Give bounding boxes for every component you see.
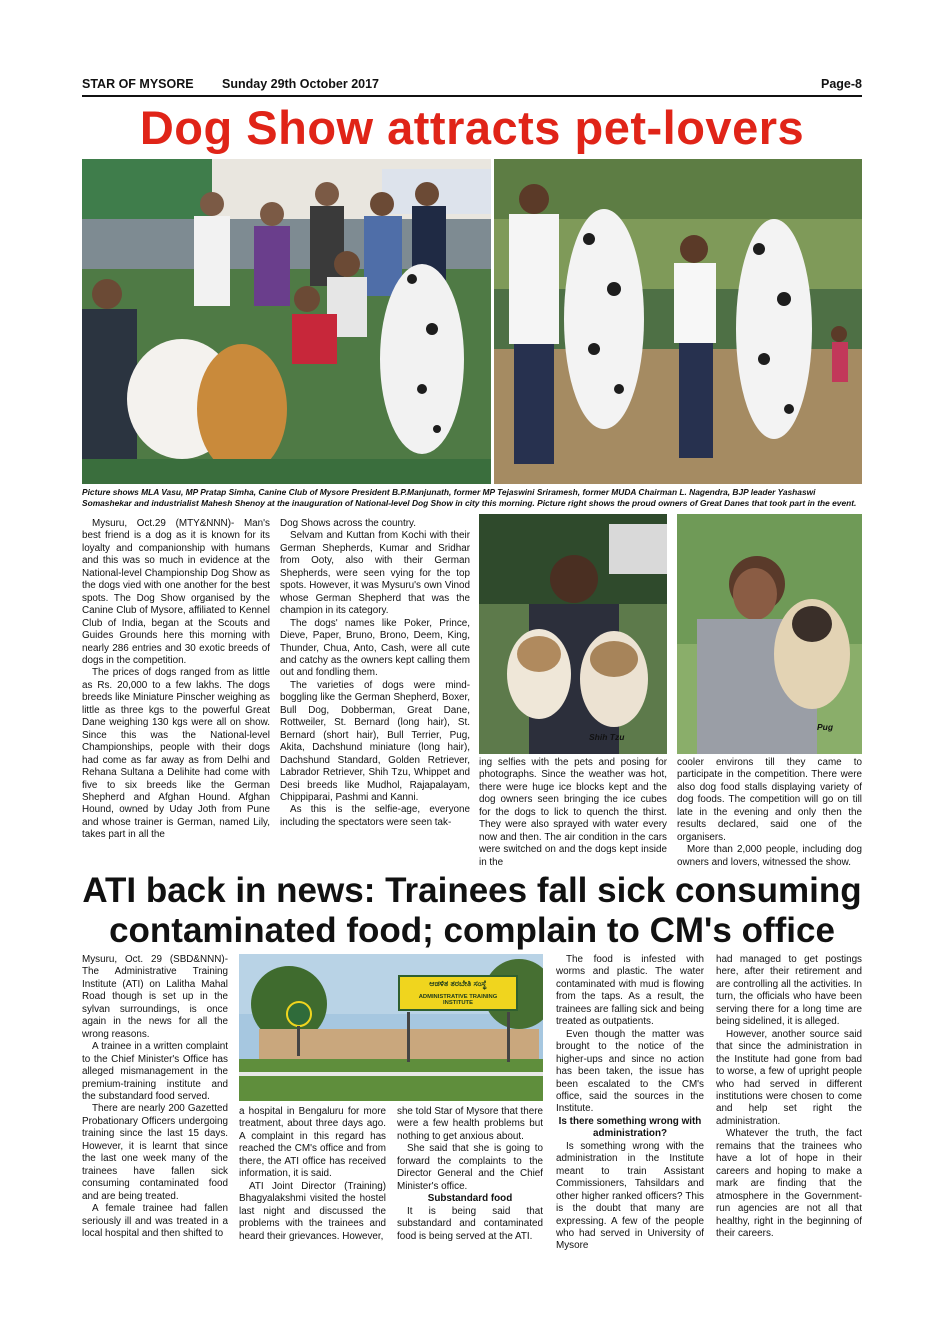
dog-show-column-1 [82,518,270,842]
paragraph: Selvam and Kuttan from Kochi with their German Shepherds, Kumar and Sridhar from Ooty, also with their German Shepherds, were seen vying for the top spots. However, it was Mysuru's own Vinod whose German Shepherd that was the champion in its category. [280,530,470,617]
dog-show-headline: Dog Show attracts pet-lovers [139,101,805,154]
ati-headline [82,871,862,951]
paragraph: More than 2,000 people, including dog owners and lovers, witnessed the show. [677,844,862,868]
paragraph: she told Star of Mysore that there were a few health problems but nothing to get anxious about. [397,1106,544,1142]
dog-show-column-3 [479,757,667,869]
paragraph: A female trainee had fallen seriously ill and was treated in a local hospital and then shifted to [82,1203,228,1239]
paragraph: Even though the matter was brought to the notice of the higher-ups and since no action has been taken, the issue has been escalated to the CM's office, said the sources in the Institute. [556,1028,704,1115]
pug-label: Pug [817,722,834,732]
masthead [82,77,862,95]
paragraph: However, another source said that since the administration in the Institute had gone from bad to worse, a few of upright people who had served in different institutions were chosen to come and help set right the administration. [716,1028,862,1127]
paragraph: ATI Joint Director (Training) Bhagyalakshmi visited the hostel last night and discussed the problems with the trainees and heard their grievances. However, [239,1180,386,1242]
page-number: Page-8 [821,77,862,91]
paragraph: The varieties of dogs were mind-boggling like the German Shepherd, Boxer, Bull Dog, Dobberman, Great Dane, Rottweiler, St. Bernard (long hair), St. Bernard (short hair), Bull Terrier, Pug, Akita, Dachshund miniature (long hair), Dachshund Standard, Golden Retriever, Labrador Retriever, Shih Tzu, Whippet and Desi breeds like Mudhol, Rajapalayam, Chippiparai, Pashmi and Kanni. [280,679,470,803]
paragraph: The food is infested with worms and plastic. The water contaminated with mud is flowing from the taps. As a result, the trainees are falling sick and being treated as outpatients. [556,954,704,1028]
paragraph: cooler environs till they came to participate in the competition. There were also dog food stalls displaying variety of dog foods. The competition will go on till late in the evening and only then the results declared, said one of the organisers. [677,757,862,843]
issue-date: Sunday 29th October 2017 [222,77,380,91]
paragraph: Mysuru, Oct. 29 (SBD&NNN)- The Administrative Training Institute (ATI) on Lalitha Mahal Road though is set up in the sylvan surroundings, is once again in the news for all the wrong reasons. [82,954,228,1040]
ati-column-4 [556,954,704,1253]
paragraph: Is something wrong with the administration in the Institute meant to train Assistant Commissioners, Tahsildars and other higher ranked officers? This is the doubt that many are expressing. A few of the people who had served in University of Mysore [556,1140,704,1252]
ati-headline-line-2: contaminated food; complain to CM's office [109,911,835,950]
ati-campus-photo [239,954,543,1101]
inauguration-photo [82,159,491,484]
paragraph: a hospital in Bengaluru for more treatment, about three days ago. A complaint in this regard has reached the CM's office and from there, the ATI office has received information, it is said. [239,1106,386,1180]
dog-show-column-4 [677,757,862,869]
paragraph: The prices of dogs ranged from as little as Rs. 20,000 to a few lakhs. The dogs breeds like Miniature Pinscher weighing as little as three kgs to the powerful Great Dane weighing 130 kgs were all on show. Since this was the National-level Championships, people with their dogs had come as far away as from Delhi and Rehana Sultana a Delihite had come with five to six breeds like the German Shepherd and Afghan Hound. Afghan Hound, owned by Uday Joth from Pune and whose trainer is German, named Lily, takes part in all the [82,667,270,841]
ati-headline-line-1: ATI back in news: Trainees fall sick consuming [82,871,862,910]
paragraph: Mysuru, Oct.29 (MTY&NNN)- Man's best friend is a dog as it is known for its loyalty and companionship with humans and this was so much in evidence at the National-level Championship Dog Show as the dogs vied with one another for the best spots. The Dog Show organised by the Canine Club of Mysore, affiliated to Kennel Club of India, began at the Scouts and Guides Grounds here this morning with nearly 286 entries and 30 exotic breeds of dogs in the competition. [82,518,270,666]
paragraph: ing selfies with the pets and posing for photographs. Since the weather was hot, there were huge ice blocks kept and the dog owners seen bringing the ice cubes for the dogs to lick to quench the thirst. They were also sprayed with water every now and then. The air condition in the cars were switched on and the dogs kept inside in the [479,757,667,868]
paragraph: It is being said that substandard and contaminated food is being served at the ATI. [397,1205,543,1242]
paragraph: Dog Shows across the country. [280,518,416,529]
substandard-food-subhead: Substandard food [427,1193,513,1205]
paragraph: There are nearly 200 Gazetted Probationary Officers undergoing training since the last 15 days. However, it is learnt that since the last one week many of the trainees have fallen sick consuming contaminated food and are being treated. [82,1103,228,1202]
ati-sign-kannada: ಆಡಳಿತ ತರಬೇತಿ ಸಂಸ್ಥೆ [429,979,487,988]
paragraph: As this is the selfie-age, everyone including the spectators were seen tak- [280,804,470,828]
ati-sign-english: ADMINISTRATIVE TRAINING INSTITUTE [418,994,498,1006]
pug-photo [677,514,862,754]
dog-show-column-2 [280,518,470,829]
administration-subhead: Is there something wrong with administration? [558,1115,702,1140]
ati-column-5 [716,954,862,1240]
paragraph: The dogs' names like Poker, Prince, Dieve, Paper, Bruno, Brono, Deem, King, Thunder, Chua, Anto, Cash, were all cute and catchy as the owners kept calling them out and fondling them. [280,617,470,679]
paragraph: Whatever the truth, the fact remains that the trainees who have a lot of hope in their careers and hoping to make a mark are finding that the atmosphere in the Government-run agencies are not all that healthy, right in the beginning of their careers. [716,1128,862,1239]
shih-tzu-photo [479,514,667,754]
masthead-rule [82,95,862,97]
newspaper-name: STAR OF MYSORE [82,77,194,91]
paragraph: She said that she is going to forward the complaints to the Director General and the Chief Minister's office. [397,1143,543,1192]
ati-column-1 [82,954,228,1240]
shih-tzu-label: Shih Tzu [589,732,625,742]
paragraph: A trainee in a written complaint to the Chief Minister's Office has alleged mismanagement in the premium-training institute and the substandard food served. [82,1041,228,1102]
great-danes-photo [494,159,862,484]
photo-caption: Picture shows MLA Vasu, MP Pratap Simha, Canine Club of Mysore President B.P.Manjunath, former MP Tejaswini Sriramesh, former MUDA Chairman L. Nagendra, BJP leader Yashaswi Somashekar and industrialist Mahesh Shenoy at the inauguration of National-level Dog Show in city this morning. Picture right shows the proud owners of Great Danes that took part in the event. [82,487,857,508]
ati-column-2 [239,1106,386,1243]
paragraph: had managed to get postings here, after their retirement and are controlling all the activities. In turn, the officials who have been serving there for a long time are being sidelined, it is alleged. [716,954,862,1028]
ati-column-3 [397,1106,543,1243]
